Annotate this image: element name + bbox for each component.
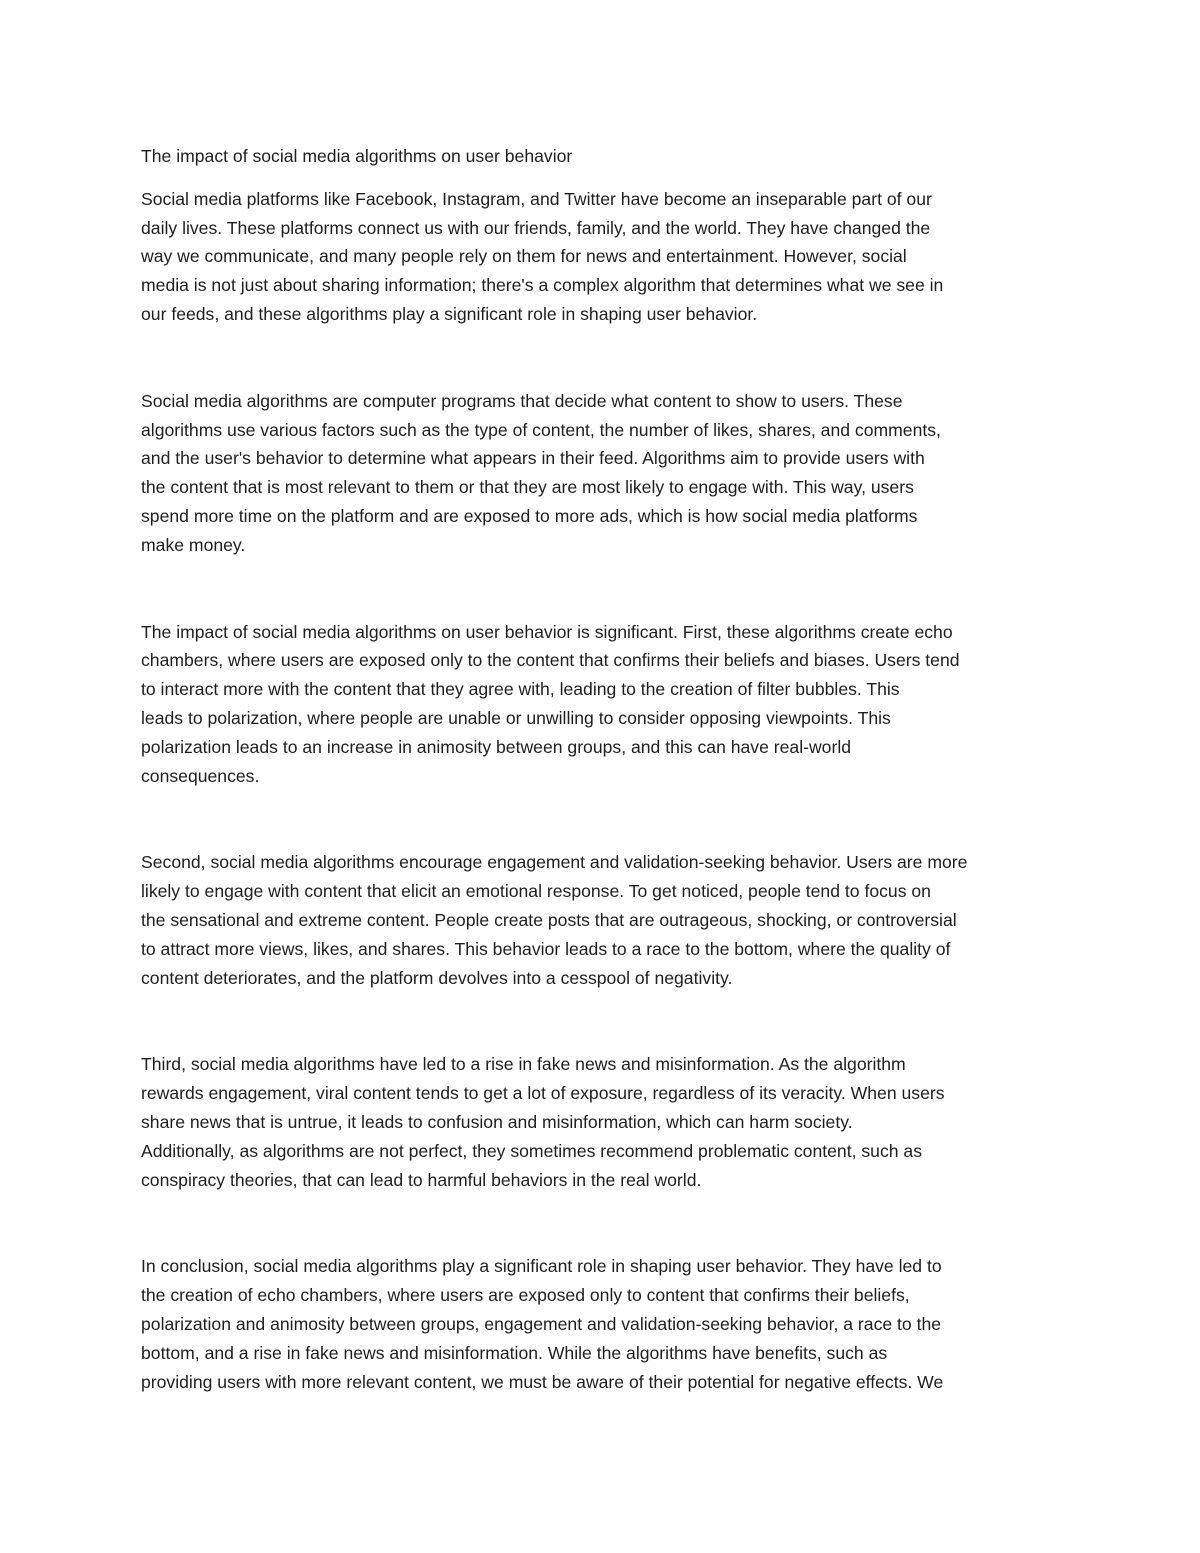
text-line: the creation of echo chambers, where users are exposed only to content that confirms their beliefs, (141, 1285, 910, 1306)
text-line: share news that is untrue, it leads to confusion and misinformation, which can harm society. (141, 1111, 853, 1132)
text-line: algorithms use various factors such as the type of content, the number of likes, shares, and comments, (141, 419, 941, 440)
text-line: daily lives. These platforms connect us with our friends, family, and the world. They have changed the (141, 217, 931, 238)
text-line: to attract more views, likes, and shares. This behavior leads to a race to the bottom, where the quality of (141, 938, 951, 959)
paragraph-misinformation (141, 1050, 1063, 1194)
text-line: consequences. (141, 765, 260, 786)
paragraph-conclusion (141, 1252, 1063, 1396)
text-line: Second, social media algorithms encourage engagement and validation-seeking behavior. Users are more (141, 852, 968, 873)
paragraph-echo-chambers (141, 618, 1063, 791)
text-line: In conclusion, social media algorithms play a significant role in shaping user behavior. They have led to (141, 1256, 942, 1277)
text-line: bottom, and a rise in fake news and misinformation. While the algorithms have benefits, such as (141, 1342, 888, 1363)
text-line: Social media algorithms are computer programs that decide what content to show to users. These (141, 390, 903, 411)
text-line: The impact of social media algorithms on user behavior is significant. First, these algorithms create echo (141, 621, 953, 642)
text-line: likely to engage with content that elicit an emotional response. To get noticed, people tend to focus on (141, 881, 931, 902)
text-line: content deteriorates, and the platform devolves into a cesspool of negativity. (141, 967, 733, 988)
text-line: leads to polarization, where people are unable or unwilling to consider opposing viewpoints. This (141, 707, 891, 728)
text-line: spend more time on the platform and are exposed to more ads, which is how social media platforms (141, 505, 918, 526)
text-line: to interact more with the content that they agree with, leading to the creation of filter bubbles. This (141, 679, 900, 700)
document-body (141, 142, 1063, 1396)
text-line: way we communicate, and many people rely on them for news and entertainment. However, social (141, 246, 907, 267)
paragraph-definition (141, 387, 1063, 560)
text-line: polarization and animosity between groups, engagement and validation-seeking behavior, a race to the (141, 1313, 942, 1334)
text-line: media is not just about sharing information; there's a complex algorithm that determines what we see in (141, 275, 944, 296)
text-line: our feeds, and these algorithms play a significant role in shaping user behavior. (141, 303, 758, 324)
text-line: chambers, where users are exposed only to the content that confirms their beliefs and biases. Users tend (141, 650, 960, 671)
text-line: Social media platforms like Facebook, Instagram, and Twitter have become an inseparable part of our (141, 188, 932, 209)
text-line: and the user's behavior to determine what appears in their feed. Algorithms aim to provide users with (141, 448, 925, 469)
text-line: Additionally, as algorithms are not perfect, they sometimes recommend problematic content, such as (141, 1140, 923, 1161)
paragraph-engagement (141, 848, 1063, 992)
paragraph-intro (141, 185, 1063, 329)
document-title: The impact of social media algorithms on user behavior (141, 146, 573, 166)
text-line: make money. (141, 534, 246, 555)
text-line: conspiracy theories, that can lead to harmful behaviors in the real world. (141, 1169, 702, 1190)
text-line: providing users with more relevant content, we must be aware of their potential for negative effects. We (141, 1371, 944, 1392)
text-line: Third, social media algorithms have led to a rise in fake news and misinformation. As the algorithm (141, 1054, 906, 1075)
text-line: polarization leads to an increase in animosity between groups, and this can have real-world (141, 736, 852, 757)
text-line: rewards engagement, viral content tends to get a lot of exposure, regardless of its veracity. When users (141, 1083, 945, 1104)
text-line: the sensational and extreme content. People create posts that are outrageous, shocking, or controversial (141, 909, 957, 930)
text-line: the content that is most relevant to them or that they are most likely to engage with. This way, users (141, 477, 914, 498)
